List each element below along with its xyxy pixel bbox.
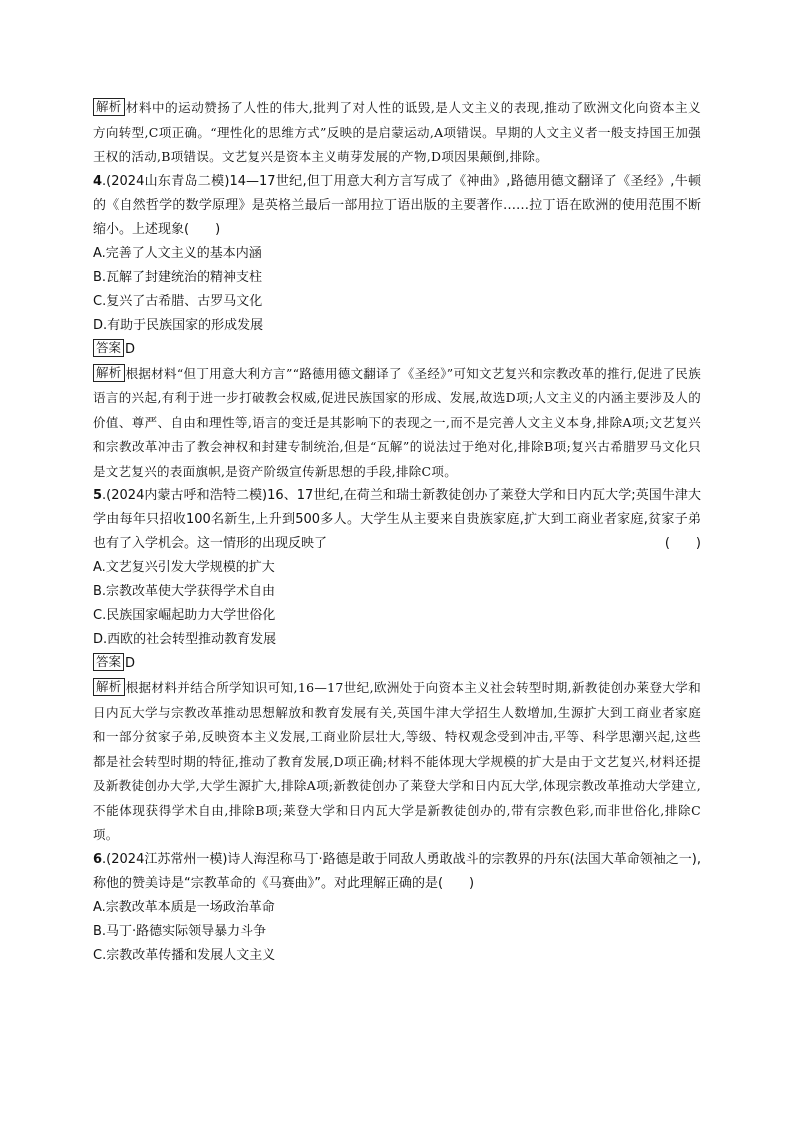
q4-option-c: C.复兴了古希腊、古罗马文化	[93, 293, 263, 309]
analysis-tag: 解析	[93, 98, 125, 116]
q5-stem	[93, 484, 701, 556]
q5-analysis-text: 根据材料并结合所学知识可知,16—17世纪,欧洲处于向资本主义社会转型时期,新教徒创办莱登大学和日内瓦大学与宗教改革推动思想解放和教育发展有关,英国牛津大学招生人数增加,生源扩大到工商业者家庭和一部分贫家子弟,反映资本主义发展,工商业阶层壮大,等级、特权观念受到冲击,平等、科学思潮兴起,这些都是社会转型时期的特征,推动了教育发展,D项正确;材料不能体现大学规模的扩大是由于文艺复兴,材料还提及新教徒创办大学,大学生源扩大,排除A项;新教徒创办了莱登大学和日内瓦大学,体现宗教改革推动大学建立,不能体现获得学术自由,排除B项;莱登大学和日内瓦大学是新教徒创办的,带有宗教色彩,而非世俗化,排除C项。	[93, 680, 701, 842]
q6-option-b: B.马丁·路德实际领导暴力斗争	[93, 923, 267, 939]
q5-option-d: D.西欧的社会转型推动教育发展	[93, 632, 277, 647]
q6-option-c: C.宗教改革传播和发展人文主义	[93, 947, 276, 963]
q6-option-a: A.宗教改革本质是一场政治革命	[93, 899, 275, 915]
analysis-tag: 解析	[93, 678, 125, 696]
q5-stem-text: .(2024内蒙古呼和浩特二模)16、17世纪,在荷兰和瑞士新教徒创办了莱登大学和日内瓦大学;英国牛津大学由每年只招收100名新生,上升到500多人。大学生从主要来自贵族家庭,扩大到工商业者家庭,贫家子弟也有了入学机会。这一情形的出现反映了	[93, 488, 701, 551]
q4-answer	[93, 338, 701, 362]
q6-stem	[93, 848, 701, 896]
q6-number: 6	[93, 851, 103, 867]
q4-option-a: A.完善了人文主义的基本内涵	[93, 245, 262, 261]
q4-option-b: B.瓦解了封建统治的精神支柱	[93, 269, 263, 285]
answer-tag: 答案	[93, 653, 124, 671]
q4-analysis-text: 根据材料“但丁用意大利方言”“路德用德文翻译了《圣经》”可知文艺复兴和宗教改革的推行,促进了民族语言的兴起,有利于进一步打破教会权威,促进民族国家的形成、发展,故选D项;人文主义的内涵主要涉及人的价值、尊严、自由和理性等,语言的变迁是其影响下的表现之一,而不是完善人文主义本身,排除A项;文艺复兴和宗教改革冲击了教会神权和封建专制统治,但是“瓦解”的说法过于绝对化,排除B项;复兴古希腊罗马文化只是文艺复兴的表面旗帜,是资产阶级宣传新思想的手段,排除C项。	[93, 365, 701, 479]
q4-answer-value: D	[125, 341, 136, 357]
q3-analysis-text: 材料中的运动赞扬了人性的伟大,批判了对人性的诋毁,是人文主义的表现,推动了欧洲文化向资本主义方向转型,C项正确。“理性化的思维方式”反映的是启蒙运动,A项错误。早期的人文主义者一般支持国王加强王权的活动,B项错误。文艺复兴是资本主义萌芽发展的产物,D项因果颠倒,排除。	[93, 100, 701, 164]
q4-stem-text: .(2024山东青岛二模)14—17世纪,但丁用意大利方言写成了《神曲》,路德用德文翻译了《圣经》,牛顿的《自然哲学的数学原理》是英格兰最后一部用拉丁语出版的主要著作……拉丁语在欧洲的使用范围不断缩小。上述现象( )	[93, 173, 701, 237]
q4-stem	[93, 170, 701, 242]
q5-option-b: B.宗教改革使大学获得学术自由	[93, 584, 276, 599]
q5-analysis	[93, 676, 701, 848]
answer-tag: 答案	[93, 339, 124, 357]
q4-option-d: D.有助于民族国家的形成发展	[93, 317, 264, 333]
q5-option-a: A.文艺复兴引发大学规模的扩大	[93, 560, 275, 575]
q4-number: 4	[93, 173, 103, 189]
q5-answer-value: D	[125, 656, 136, 671]
q5-option-c: C.民族国家崛起助力大学世俗化	[93, 608, 276, 623]
q5-answer	[93, 652, 701, 676]
q5-number: 5	[93, 488, 103, 503]
document-page	[93, 96, 701, 968]
q5-paren: ( )	[664, 536, 701, 551]
analysis-tag: 解析	[93, 364, 125, 382]
q3-analysis	[93, 96, 701, 170]
q6-stem-text: .(2024江苏常州一模)诗人海涅称马丁·路德是敢于同敌人勇敢战斗的宗教界的丹东(法国大革命领袖之一),称他的赞美诗是“宗教革命的《马赛曲》”。对此理解正确的是( )	[93, 851, 701, 891]
q4-analysis	[93, 362, 701, 485]
